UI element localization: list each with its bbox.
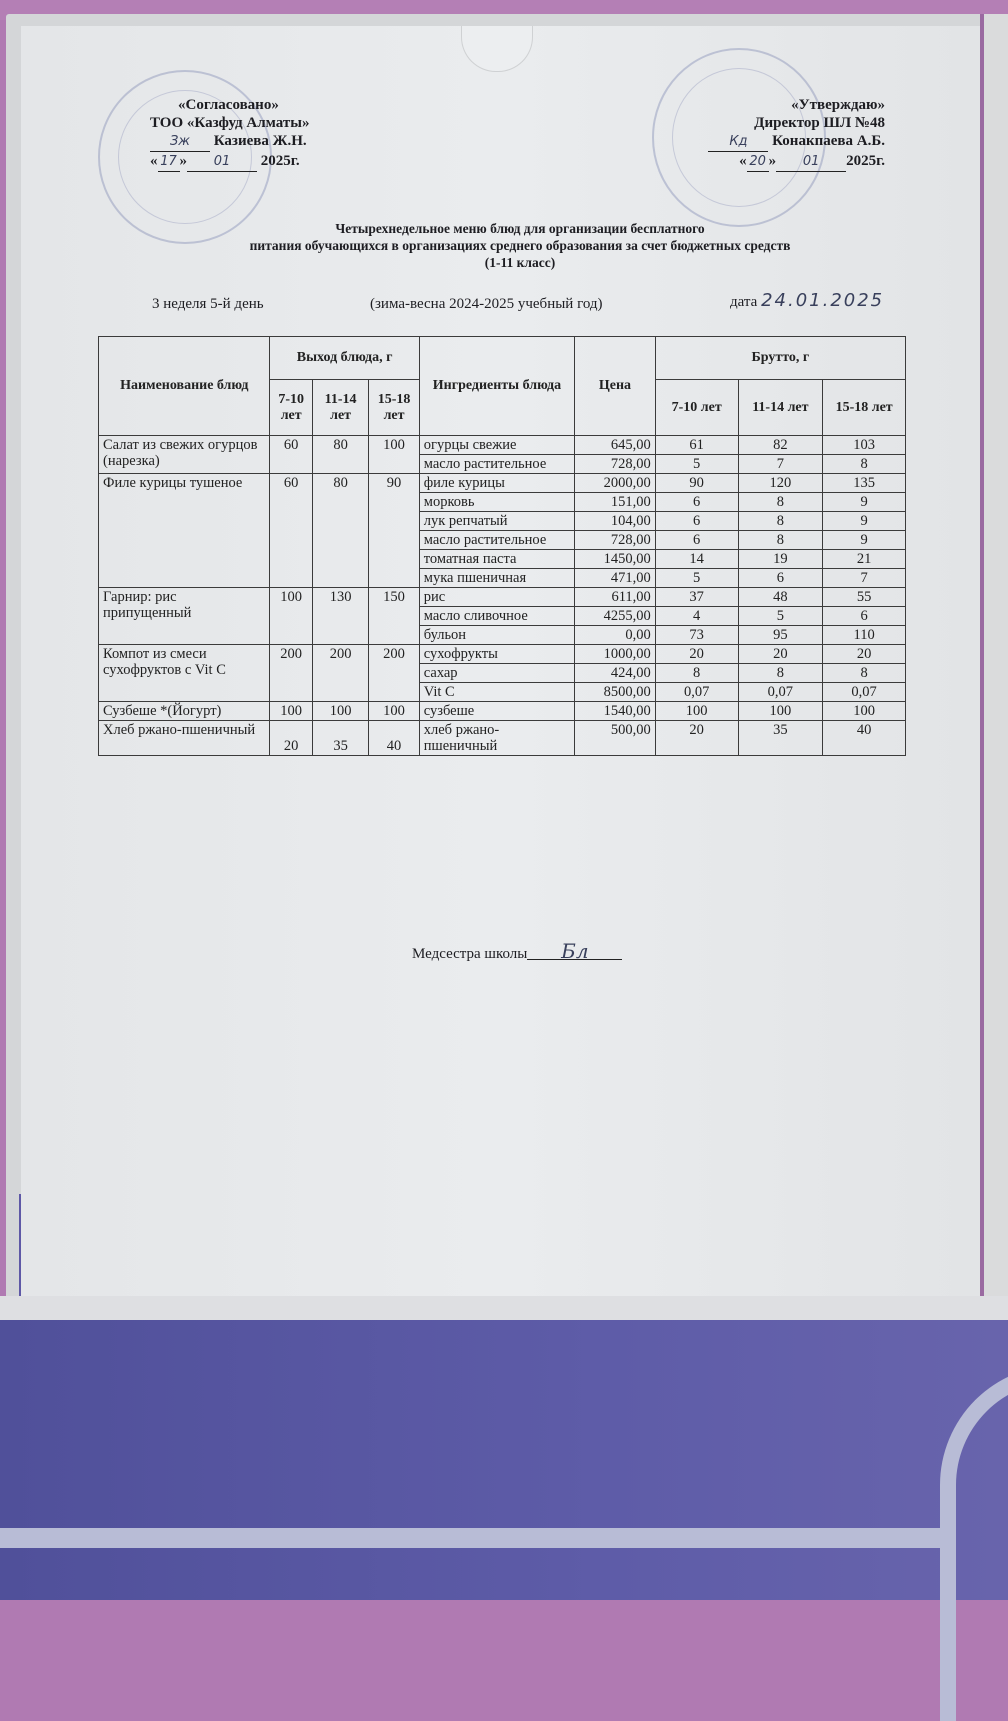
ingredient-name: Vit C: [419, 683, 574, 702]
yield-value: 100: [270, 702, 312, 721]
brutto-value: 120: [738, 474, 823, 493]
brutto-value: 90: [655, 474, 738, 493]
ingredient-price: 2000,00: [575, 474, 656, 493]
approval-title: «Согласовано»: [178, 97, 279, 113]
brutto-value: 21: [823, 550, 906, 569]
decorative-line: [0, 1528, 950, 1548]
ingredient-name: масло сливочное: [419, 607, 574, 626]
table-row: [99, 588, 906, 607]
yield-value: 80: [312, 474, 368, 588]
brutto-value: 37: [655, 588, 738, 607]
ingredient-name: сухофрукты: [419, 645, 574, 664]
brutto-value: 5: [738, 607, 823, 626]
title-line-1: Четырехнедельное меню блюд для организации бесплатного: [335, 221, 705, 236]
brutto-value: 0,07: [823, 683, 906, 702]
brutto-value: 48: [738, 588, 823, 607]
table-row: [99, 721, 906, 756]
ingredient-name: огурцы свежие: [419, 436, 574, 455]
yield-value: 60: [270, 436, 312, 474]
header-brutto-age: 7-10 лет: [655, 380, 738, 436]
brutto-value: 55: [823, 588, 906, 607]
header-ingredients: Ингредиенты блюда: [419, 337, 574, 436]
stand-base: [0, 1320, 1008, 1600]
yield-value: 100: [369, 436, 419, 474]
brutto-value: 0,07: [738, 683, 823, 702]
title-line-3: (1-11 класс): [484, 255, 556, 270]
approval-org: ТОО «Казфуд Алматы»: [150, 115, 310, 131]
brutto-value: 82: [738, 436, 823, 455]
menu-table: [98, 336, 906, 756]
approval-month: 01: [187, 153, 257, 172]
ingredient-name: сузбеше: [419, 702, 574, 721]
brutto-value: 19: [738, 550, 823, 569]
header-yield: Выход блюда, г: [270, 337, 419, 380]
dish-name: Компот из смеси сухофруктов с Vit C: [99, 645, 270, 702]
header-dish-name: Наименование блюд: [99, 337, 270, 436]
nurse-signature-block: [412, 939, 622, 963]
brutto-value: 100: [655, 702, 738, 721]
approval-position: Директор ШЛ №48: [754, 115, 885, 131]
brutto-value: 8: [738, 531, 823, 550]
brutto-value: 20: [655, 645, 738, 664]
brutto-value: 8: [655, 664, 738, 683]
ingredient-price: 151,00: [575, 493, 656, 512]
table-row: [99, 436, 906, 455]
brutto-value: 9: [823, 512, 906, 531]
brutto-value: 100: [738, 702, 823, 721]
date-value: 24.01.2025: [761, 290, 885, 311]
dish-name: Сузбеше *(Йогурт): [99, 702, 270, 721]
date-label: дата: [730, 294, 758, 310]
nurse-label: Медсестра школы: [412, 946, 528, 962]
signature: Зж: [150, 133, 210, 152]
ingredient-price: 728,00: [575, 531, 656, 550]
brutto-value: 8: [738, 493, 823, 512]
brutto-value: 35: [738, 721, 823, 756]
ingredient-price: 1000,00: [575, 645, 656, 664]
brutto-value: 103: [823, 436, 906, 455]
table-row: [99, 645, 906, 664]
ingredient-price: 645,00: [575, 436, 656, 455]
ingredient-price: 424,00: [575, 664, 656, 683]
brutto-value: 0,07: [655, 683, 738, 702]
brutto-value: 14: [655, 550, 738, 569]
dish-name: Хлеб ржано-пшеничный: [99, 721, 270, 756]
ingredient-name: бульон: [419, 626, 574, 645]
brutto-value: 8: [823, 455, 906, 474]
ingredient-name: морковь: [419, 493, 574, 512]
brutto-value: 135: [823, 474, 906, 493]
signer-name: Конакпаева А.Б.: [772, 133, 885, 149]
title-line-2: питания обучающихся в организациях среднего образования за счет бюджетных средств: [249, 238, 791, 253]
yield-value: 40: [369, 721, 419, 756]
approval-day: 20: [747, 153, 769, 172]
ingredient-name: филе курицы: [419, 474, 574, 493]
approval-month: 01: [776, 153, 846, 172]
yield-value: 130: [312, 588, 368, 645]
ingredient-price: 4255,00: [575, 607, 656, 626]
brutto-value: 5: [655, 569, 738, 588]
brutto-value: 8: [738, 512, 823, 531]
document-title: [100, 220, 940, 271]
header-brutto-age: 11-14 лет: [738, 380, 823, 436]
brutto-value: 20: [655, 721, 738, 756]
approval-title: «Утверждаю»: [791, 97, 885, 113]
ingredient-name: сахар: [419, 664, 574, 683]
adjacent-holder: [980, 14, 1008, 1339]
header-yield-age: 15-18 лет: [369, 380, 419, 436]
brutto-value: 110: [823, 626, 906, 645]
table-row: [99, 702, 906, 721]
signer-name: Казиева Ж.Н.: [213, 133, 307, 149]
yield-value: 200: [270, 645, 312, 702]
yield-value: 90: [369, 474, 419, 588]
approval-year: 2025г.: [260, 153, 300, 169]
brutto-value: 5: [655, 455, 738, 474]
brutto-value: 7: [823, 569, 906, 588]
header-yield-age: 7-10 лет: [270, 380, 312, 436]
brutto-value: 95: [738, 626, 823, 645]
yield-value: 20: [270, 721, 312, 756]
table-row: [99, 474, 906, 493]
dish-name: Филе курицы тушеное: [99, 474, 270, 588]
ingredient-price: 471,00: [575, 569, 656, 588]
ingredient-price: 500,00: [575, 721, 656, 756]
brutto-value: 73: [655, 626, 738, 645]
ingredient-price: 611,00: [575, 588, 656, 607]
brutto-value: 8: [823, 664, 906, 683]
brutto-value: 9: [823, 531, 906, 550]
brutto-value: 6: [655, 493, 738, 512]
holder-bottom-strip: [0, 1296, 1008, 1320]
brutto-value: 100: [823, 702, 906, 721]
yield-value: 60: [270, 474, 312, 588]
ingredient-name: масло растительное: [419, 531, 574, 550]
approval-year: 2025г.: [846, 153, 885, 169]
brutto-value: 4: [655, 607, 738, 626]
yield-value: 100: [270, 588, 312, 645]
brutto-value: 6: [738, 569, 823, 588]
ingredient-name: мука пшеничная: [419, 569, 574, 588]
header-price: Цена: [575, 337, 656, 436]
week-day: 3 неделя 5-й день: [152, 296, 264, 312]
ingredient-name: лук репчатый: [419, 512, 574, 531]
season: (зима-весна 2024-2025 учебный год): [370, 296, 603, 312]
ingredient-name: хлеб ржано-пшеничный: [419, 721, 574, 756]
ingredient-price: 0,00: [575, 626, 656, 645]
brutto-value: 6: [655, 531, 738, 550]
brutto-value: 6: [655, 512, 738, 531]
brutto-value: 6: [823, 607, 906, 626]
yield-value: 35: [312, 721, 368, 756]
header-brutto-age: 15-18 лет: [823, 380, 906, 436]
yield-value: 100: [312, 702, 368, 721]
yield-value: 100: [369, 702, 419, 721]
yield-value: 80: [312, 436, 368, 474]
brutto-value: 8: [738, 664, 823, 683]
yield-value: 200: [312, 645, 368, 702]
brutto-value: 7: [738, 455, 823, 474]
ingredient-price: 104,00: [575, 512, 656, 531]
brutto-value: 20: [738, 645, 823, 664]
ingredient-price: 8500,00: [575, 683, 656, 702]
brutto-value: 20: [823, 645, 906, 664]
brutto-value: 61: [655, 436, 738, 455]
brutto-value: 40: [823, 721, 906, 756]
ingredient-price: 1540,00: [575, 702, 656, 721]
approval-block-right: «Утверждаю» Директор ШЛ №48 Кд Конакпаева А.Б. « 20 » 01 2025г.: [670, 96, 885, 172]
dish-name: Салат из свежих огурцов (нарезка): [99, 436, 270, 474]
approval-day: 17: [158, 153, 180, 172]
header-yield-age: 11-14 лет: [312, 380, 368, 436]
approval-block-left: «Согласовано» ТОО «Казфуд Алматы» Зж Казиева Ж.Н. « 17 » 01 2025г.: [150, 96, 309, 172]
ingredient-name: масло растительное: [419, 455, 574, 474]
brutto-value: 9: [823, 493, 906, 512]
ingredient-price: 1450,00: [575, 550, 656, 569]
signature: Кд: [708, 133, 768, 152]
yield-value: 200: [369, 645, 419, 702]
ingredient-name: томатная паста: [419, 550, 574, 569]
yield-value: 150: [369, 588, 419, 645]
nurse-signature: Бл: [527, 943, 622, 960]
header-brutto: Брутто, г: [655, 337, 905, 380]
ingredient-price: 728,00: [575, 455, 656, 474]
date-row: [730, 290, 884, 311]
ingredient-name: рис: [419, 588, 574, 607]
dish-name: Гарнир: рис припущенный: [99, 588, 270, 645]
